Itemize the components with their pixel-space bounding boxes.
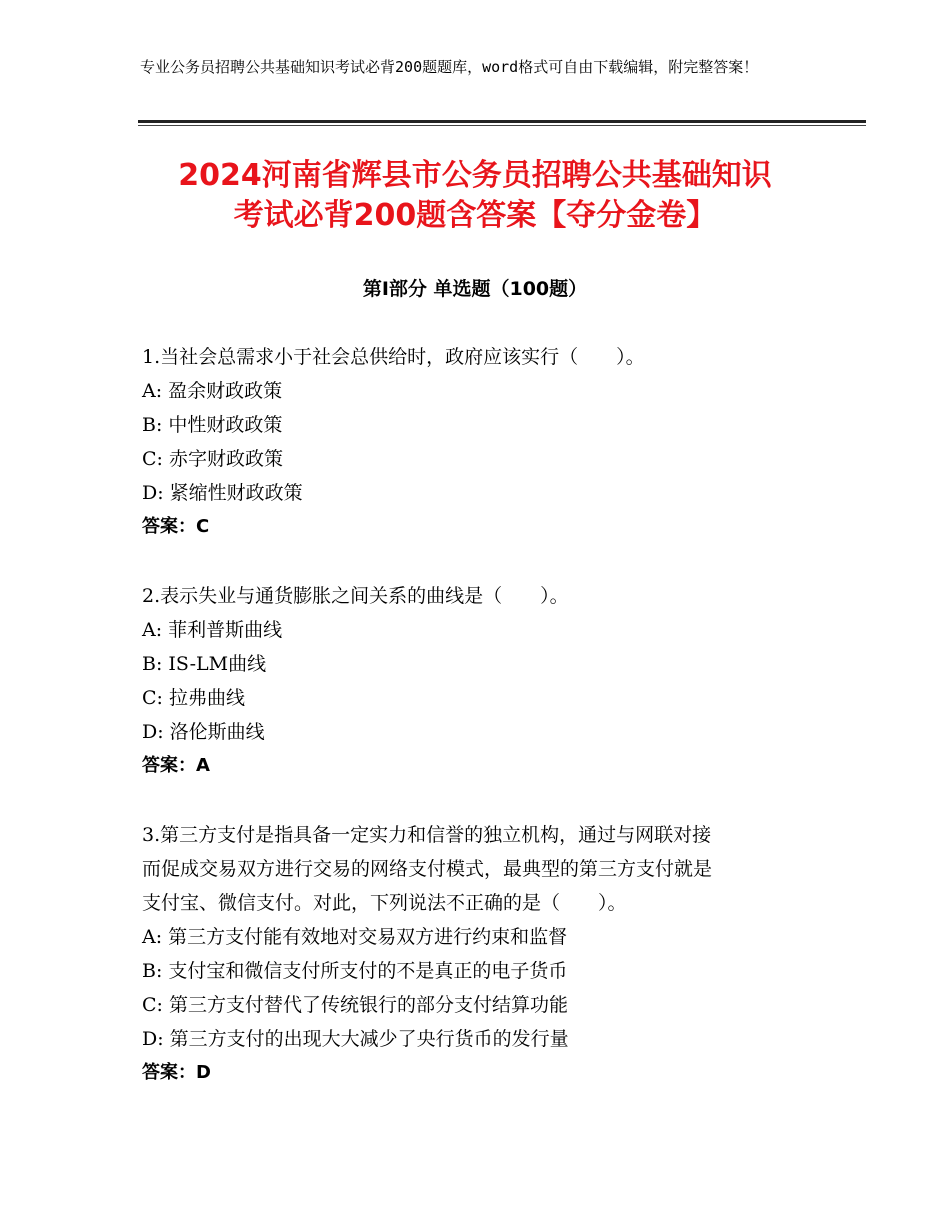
option-c: C: 赤字财政政策	[142, 448, 283, 470]
question-2	[142, 579, 822, 783]
question-stem: 2.表示失业与通货膨胀之间关系的曲线是（ ）。	[142, 585, 569, 607]
option-b: B: 中性财政政策	[142, 414, 283, 436]
title-line-1: 2024河南省辉县市公务员招聘公共基础知识	[178, 158, 772, 193]
question-3	[142, 818, 822, 1090]
question-stem-line-1: 3.第三方支付是指具备一定实力和信誉的独立机构，通过与网联对接	[142, 824, 712, 846]
option-a: A: 菲利普斯曲线	[142, 619, 283, 641]
option-b: B: IS-LM曲线	[142, 653, 267, 675]
answer: 答案：C	[142, 516, 210, 537]
answer: 答案：A	[142, 755, 210, 776]
header-rule-thick	[138, 120, 866, 123]
question-stem-line-2: 而促成交易双方进行交易的网络支付模式，最典型的第三方支付就是	[142, 858, 713, 880]
answer: 答案：D	[142, 1062, 211, 1083]
section-title: 第Ⅰ部分 单选题（100题）	[362, 278, 588, 300]
title-line-2: 考试必背200题含答案【夺分金卷】	[233, 198, 717, 233]
option-a: A: 第三方支付能有效地对交易双方进行约束和监督	[142, 926, 568, 948]
header-rule-thin	[138, 125, 866, 126]
option-c: C: 第三方支付替代了传统银行的部分支付结算功能	[142, 994, 568, 1016]
question-1	[142, 340, 822, 544]
question-stem-line-3: 支付宝、微信支付。对此，下列说法不正确的是（ ）。	[142, 892, 627, 914]
option-d: D: 第三方支付的出现大大减少了央行货币的发行量	[142, 1028, 569, 1050]
option-d: D: 紧缩性财政政策	[142, 482, 303, 504]
option-d: D: 洛伦斯曲线	[142, 721, 265, 743]
option-b: B: 支付宝和微信支付所支付的不是真正的电子货币	[142, 960, 568, 982]
question-stem: 1.当社会总需求小于社会总供给时，政府应该实行（ ）。	[142, 346, 645, 368]
header-note: 专业公务员招聘公共基础知识考试必背200题题库，word格式可自由下载编辑，附完整答案！	[140, 58, 759, 76]
option-c: C: 拉弗曲线	[142, 687, 245, 709]
document-title	[110, 156, 840, 236]
option-a: A: 盈余财政政策	[142, 380, 283, 402]
